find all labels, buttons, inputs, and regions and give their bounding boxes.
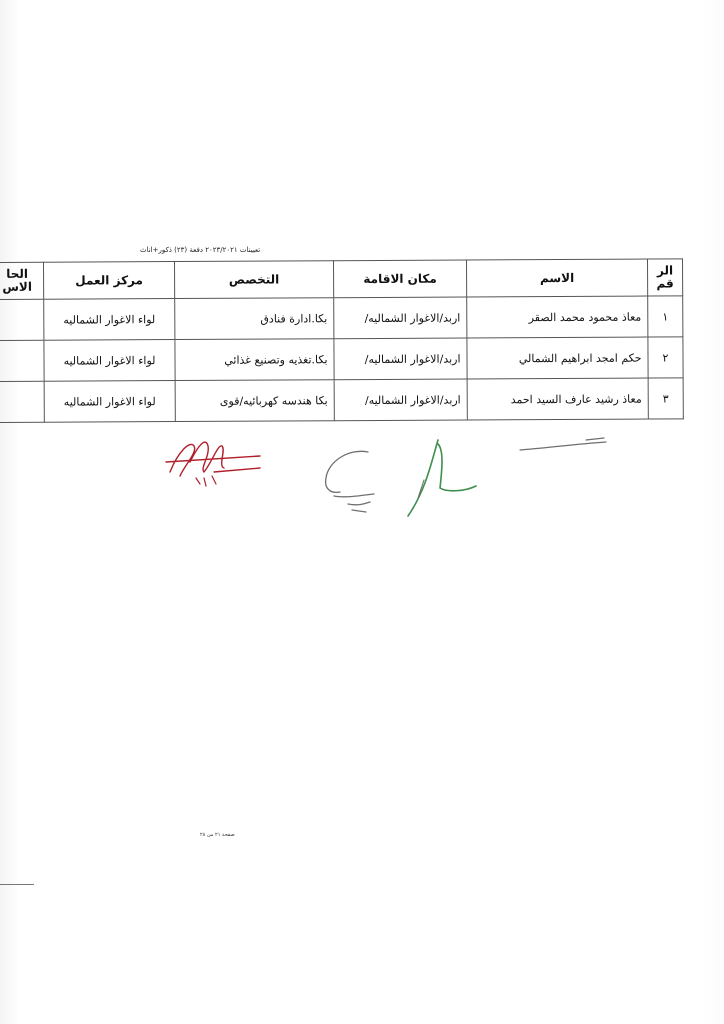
footer-page-note: صفحة ٢١ من ٢٨: [200, 832, 235, 838]
cell-workplace: لواء الاغوار الشماليه: [44, 299, 175, 341]
cell-extra: [0, 340, 44, 381]
cell-extra: [0, 381, 44, 422]
signature-line: [516, 436, 612, 456]
cell-name: معاذ محمود محمد الصقر: [467, 296, 648, 338]
cell-specialty: بكا.ادارة فنادق: [175, 298, 334, 340]
table-header-row: [0, 259, 683, 300]
cell-residence: اربد/الاغوار الشماليه/: [334, 297, 467, 339]
cell-specialty: بكا.تغذيه وتصنيع غذائي: [175, 339, 334, 381]
cell-residence: اربد/الاغوار الشماليه/: [334, 379, 467, 421]
table-row: [0, 337, 683, 382]
signature-green: [398, 430, 488, 526]
header-specialty: التخصص: [175, 261, 334, 299]
signature-red: [160, 432, 270, 492]
header-name: الاسم: [466, 259, 647, 297]
cell-number: ١: [648, 296, 683, 337]
header-extra: الحا الاس: [0, 262, 44, 299]
cell-name: حكم امجد ابراهيم الشمالي: [467, 337, 648, 379]
cell-specialty: بكا هندسه كهربائيه/قوى: [175, 380, 334, 422]
margin-rule: [0, 884, 34, 885]
table-row: [0, 378, 683, 423]
cell-number: ٢: [648, 337, 683, 378]
cell-name: معاذ رشيد عارف السيد احمد: [467, 378, 648, 420]
signature-gray: [318, 444, 398, 524]
table-row: [0, 296, 683, 341]
cell-workplace: لواء الاغوار الشماليه: [44, 381, 175, 423]
header-workplace: مركز العمل: [44, 262, 175, 300]
cell-residence: اربد/الاغوار الشماليه/: [334, 338, 467, 380]
appointments-table: [0, 258, 684, 423]
header-number: الر قم: [647, 259, 682, 296]
cell-extra: [0, 299, 44, 340]
header-note: تعيينات ٢٠٢٣/٢٠٢١ دفعة (٢٣) ذكور+اناث: [140, 246, 261, 254]
cell-number: ٣: [648, 378, 683, 419]
header-residence: مكان الاقامة: [333, 260, 466, 298]
cell-workplace: لواء الاغوار الشماليه: [44, 340, 175, 382]
